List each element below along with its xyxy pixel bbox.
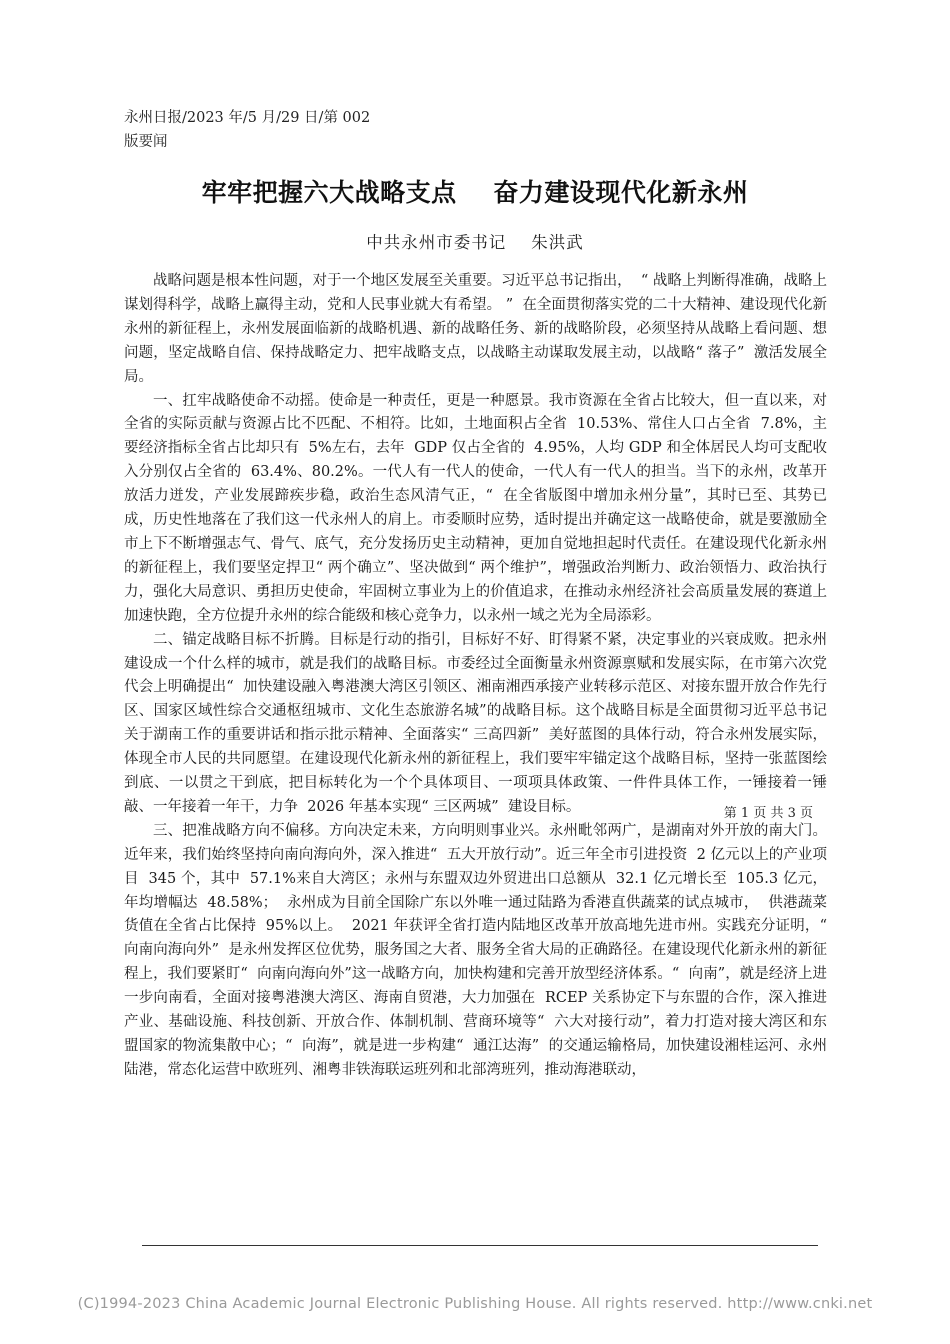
article-author: 中共永州市委书记 朱洪武 [366, 233, 584, 252]
paragraph-mission: 一、扛牢战略使命不动摇。使命是一种责任，更是一种愿景。我市资源在全省占比较大，但一直以来，对全省的实际贡献与资源占比不匹配、不相符。比如，土地面积占全省 10.53%、常住人口占全省 7.8%，主要经济指标全省占比却只有 5%左右，去年 GDP 仅占全省的 4.95%，人均 GDP 和全体居民人均可支配收入分别仅占全省的 63.4%、80.2%。一代人有一代人的使命，一代人有一代人的担当。当下的永州，改革开放活力迸发，产业发展蹄疾步稳，政治生态风清气正，“ 在全省版图中增加永州分量”，其时已至、其势已成，历史性地落在了我们这一代永州人的肩上。市委顺时应势，适时提出并确定这一战略使命，就是要激励全市上下不断增强志气、骨气、底气，充分发扬历史主动精神，更加自觉地担起时代责任。在建设现代化新永州的新征程上，我们要坚定捍卫“ 两个确立”、坚决做到“ 两个维护”，增强政治判断力、政治领悟力、政治执行力，强化大局意识、勇担历史使命，牢固树立事业为上的价值追求，在推动永州经济社会高质量发展的赛道上加速快跑，全方位提升永州的综合能级和核心竞争力，以永州一域之光为全局添彩。 [124, 392, 827, 624]
page-number: 第 1 页 共 3 页 [723, 806, 813, 821]
copyright-footer: (C)1994-2023 China Academic Journal Electronic Publishing House. All rights reserved. http://www.cnki.net [77, 1296, 873, 1312]
source-line: 永州日报/2023 年/5 月/29 日/第 002 [124, 110, 371, 126]
footer-divider [142, 1245, 818, 1246]
paragraph-intro: 战略问题是根本性问题，对于一个地区发展至关重要。习近平总书记指出， “ 战略上判断得准确，战略上谋划得科学，战略上赢得主动，党和人民事业就大有希望。 ” 在全面贯彻落实党的二十大精神、建设现代化新永州的新征程上，永州发展面临新的战略机遇、新的战略任务、新的战略阶段，必须坚持从战略上看问题、想问题，坚定战略自信、保持战略定力、把牢战略支点，以战略主动谋取发展主动，以战略“ 落子” 激活发展全局。 [124, 273, 827, 385]
paragraph-direction: 三、把准战略方向不偏移。方向决定未来，方向明则事业兴。永州毗邻两广，是湖南对外开放的南大门。近年来，我们始终坚持向南向海向外，深入推进“ 五大开放行动”。近三年全市引进投资 2 亿元以上的产业项目 345 个，其中 57.1%来自大湾区；永州与东盟双边外贸进出口总额从 32.1 亿元增长至 105.3 亿元， 年均增幅达 48.58%； 永州成为目前全国除广东以外唯一通过陆路为香港直供蔬菜的试点城市， 供港蔬菜货值在全省占比保持 95%以上。 2021 年获评全省打造内陆地区改革开放高地先进市州。实践充分证明，“ 向南向海向外” 是永州发挥区位优势，服务国之大者、服务全省大局的正确路径。在建设现代化新永州的新征程上，我们要紧盯“ 向南向海向外”这一战略方向，加快构建和完善开放型经济体系。“ 向南”，就是经济上进一步向南看，全面对接粤港澳大湾区、海南自贸港，大力加强在 RCEP 关系协定下与东盟的合作，深入推进产业、基础设施、科技创新、开放合作、体制机制、营商环境等“ 六大对接行动”，着力打造对接大湾区和东盟国家的物流集散中心；“ 向海”，就是进一步构建“ 通江达海” 的交通运输格局，加快建设湘桂运河、永州陆港，常态化运营中欧班列、湘粤非铁海联运班列和北部湾班列，推动海港联动， [124, 822, 837, 1078]
article-title: 牢牢把握六大战略支点 奋力建设现代化新永州 [201, 178, 749, 207]
source-info [124, 106, 370, 154]
section-label: 版要闻 [124, 134, 168, 150]
article-body [124, 270, 837, 1083]
paragraph-goal: 二、锚定战略目标不折腾。目标是行动的指引，目标好不好、盯得紧不紧，决定事业的兴衰成败。把永州建设成一个什么样的城市，就是我们的战略目标。市委经过全面衡量永州资源禀赋和发展实际，在市第六次党代会上明确提出“ 加快建设融入粤港澳大湾区引领区、湘南湘西承接产业转移示范区、对接东盟开放合作先行区、国家区域性综合交通枢纽城市、文化生态旅游名城”的战略目标。这个战略目标是全面贯彻习近平总书记关于湖南工作的重要讲话和指示批示精神、全面落实“ 三高四新” 美好蓝图的具体行动，符合永州发展实际，体现全市人民的共同愿望。在建设现代化新永州的新征程上，我们要牢牢锚定这个战略目标，坚持一张蓝图绘到底、一以贯之干到底，把目标转化为一个个具体项目、一项项具体政策、一件件具体工作，一锤接着一锤敲、一年接着一年干，力争 2026 年基本实现“ 三区两城” 建设目标。 [124, 631, 827, 815]
